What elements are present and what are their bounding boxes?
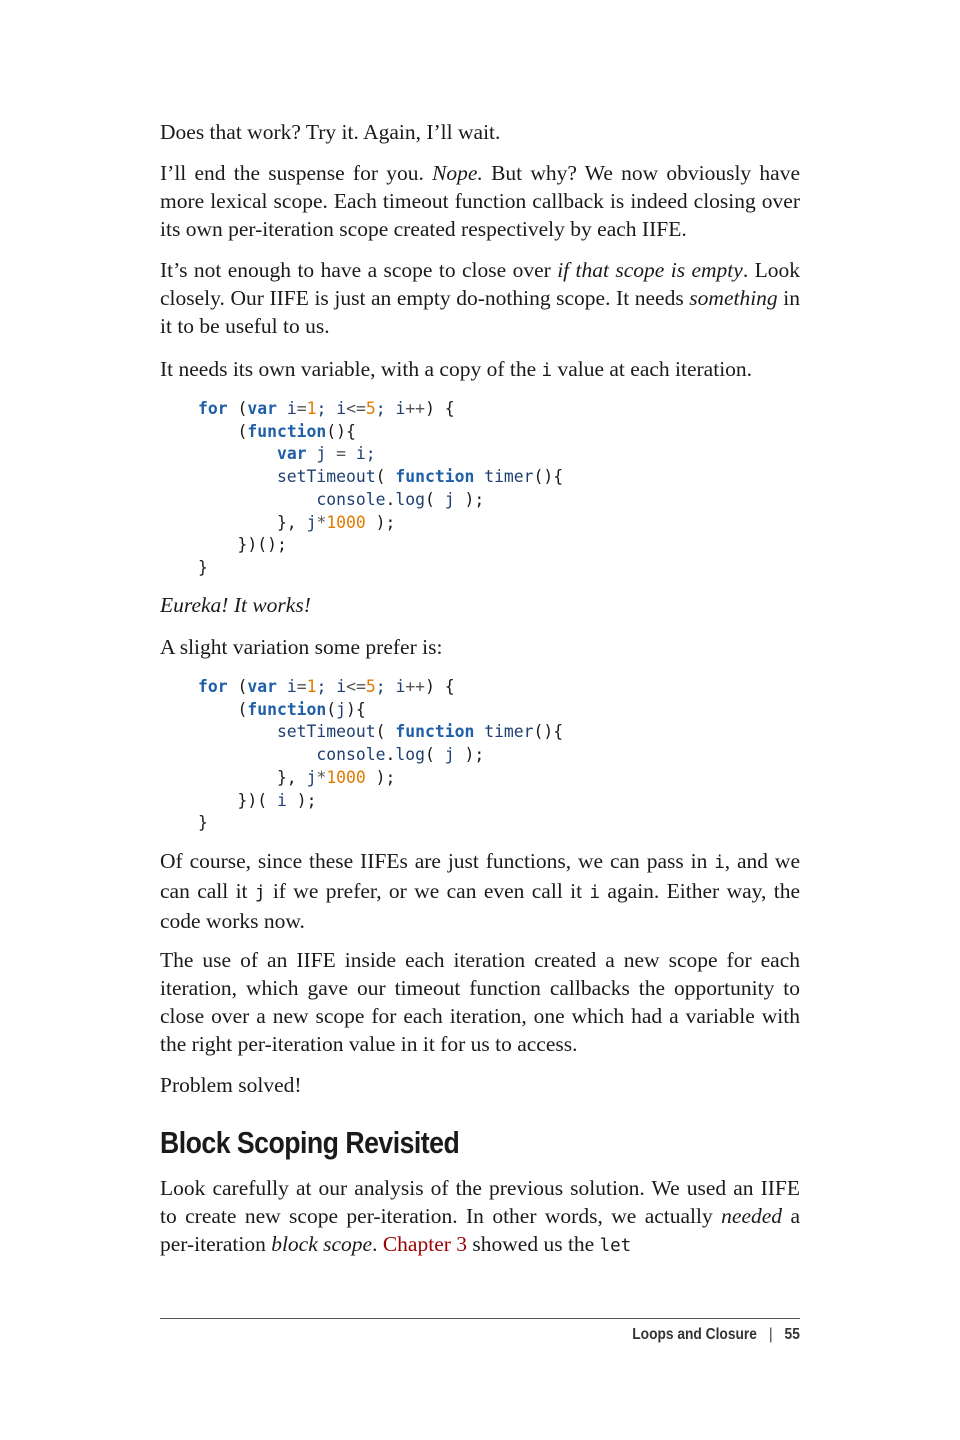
paragraph-10: Look carefully at our analysis of the previous solution. We used an IIFE to create new scope per-iteration. In other words, we actually needed a per-iteration block scope. Chapter 3 showed us the let: [160, 1176, 800, 1256]
paragraph-7: Of course, since these IIFEs are just functions, we can pass in i, and we can call it j if we prefer, or we can even call it i again. Either way, the code works now.: [160, 849, 800, 933]
code-block-1: for (var i=1; i<=5; i++) { (function(){ var j = i; setTimeout( function timer(){ console.log( j ); }, j*1000 ); })(); }: [198, 399, 564, 577]
paragraph-8: The use of an IIFE inside each iteration created a new scope for each iteration, which gave our timeout function callbacks the opportunity to close over a new scope for each iteration, one which had a variable with the right per-iteration value in it for us to access.: [160, 948, 800, 1056]
paragraph-4: It needs its own variable, with a copy of the i value at each iteration.: [160, 357, 753, 381]
page-number: 55: [784, 1326, 800, 1343]
paragraph-2: I’ll end the suspense for you. Nope. But why? We now obviously have more lexical scope. Each timeout function callback is indeed closing over its own per-iteration scope created respectively by each IIFE.: [160, 161, 800, 241]
footer-rule: [160, 1318, 800, 1319]
section-heading: Block Scoping Revisited: [160, 1125, 460, 1160]
footer-section-title: Loops and Closure: [632, 1326, 758, 1343]
book-page: [160, 0, 800, 1440]
paragraph-1: Does that work? Try it. Again, I’ll wait.: [160, 120, 501, 144]
paragraph-3: It’s not enough to have a scope to close over if that scope is empty. Look closely. Our IIFE is just an empty do-nothing scope. It needs something in it to be useful to us.: [160, 258, 800, 338]
footer-separator: |: [769, 1326, 773, 1343]
code-block-2: for (var i=1; i<=5; i++) { (function(j){ setTimeout( function timer(){ console.log( j ); }, j*1000 ); })( i ); }: [198, 677, 564, 833]
paragraph-9: Problem solved!: [160, 1073, 302, 1097]
page-footer: [632, 1326, 800, 1344]
paragraph-6: A slight variation some prefer is:: [160, 635, 443, 659]
paragraph-5: Eureka! It works!: [160, 593, 311, 617]
chapter-3-link[interactable]: Chapter 3: [382, 1232, 468, 1256]
